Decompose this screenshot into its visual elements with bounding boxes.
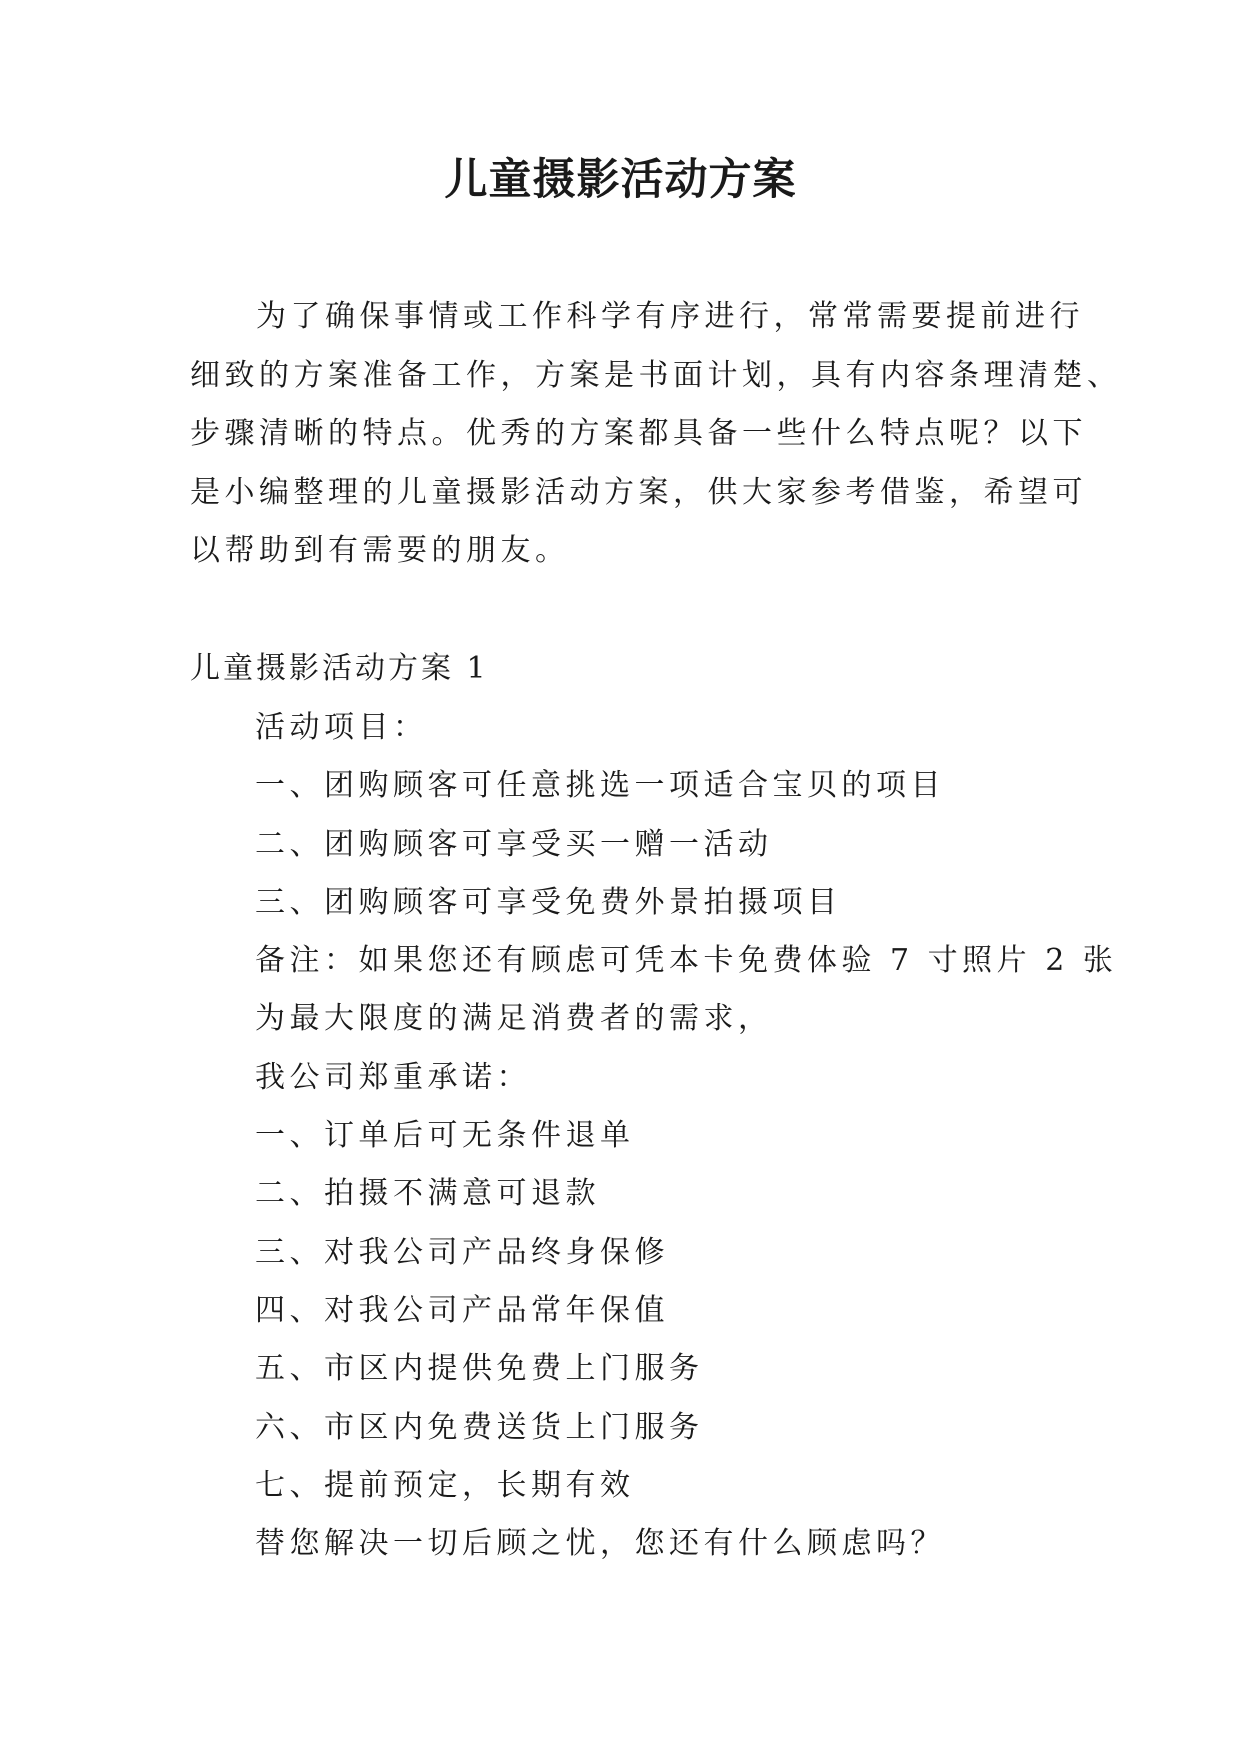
body-line: 我公司郑重承诺： <box>255 1059 531 1095</box>
body-line: 二、拍摄不满意可退款 <box>255 1176 600 1212</box>
body-line: 六、市区内免费送货上门服务 <box>255 1409 704 1445</box>
body-line: 一、订单后可无条件退单 <box>255 1118 635 1154</box>
page-title: 儿童摄影活动方案 <box>444 155 797 205</box>
intro-line: 以帮助到有需要的朋友。 <box>190 533 570 568</box>
body-content <box>255 699 1118 1573</box>
body-line: 七、提前预定，长期有效 <box>255 1467 635 1503</box>
body-line: 备注：如果您还有顾虑可凭本卡免费体验 7 寸照片 2 张 <box>255 943 1118 979</box>
intro-line: 细致的方案准备工作，方案是书面计划，具有内容条理清楚、 <box>190 357 1122 393</box>
intro-line: 是小编整理的儿童摄影活动方案，供大家参考借鉴，希望可 <box>190 474 1087 510</box>
body-line: 四、对我公司产品常年保值 <box>255 1292 669 1328</box>
body-line: 活动项目： <box>255 710 428 745</box>
body-line: 替您解决一切后顾之忧，您还有什么顾虑吗？ <box>255 1526 945 1562</box>
body-line: 五、市区内提供免费上门服务 <box>255 1351 704 1387</box>
body-line: 三、团购顾客可享受免费外景拍摄项目 <box>255 884 842 920</box>
body-line: 二、团购顾客可享受买一赠一活动 <box>255 826 773 862</box>
body-line: 一、团购顾客可任意挑选一项适合宝贝的项目 <box>255 768 945 804</box>
body-line: 为最大限度的满足消费者的需求， <box>255 1001 773 1037</box>
intro-line: 步骤清晰的特点。优秀的方案都具备一些什么特点呢？以下 <box>190 416 1087 451</box>
intro-paragraph <box>190 288 1122 581</box>
body-line: 三、对我公司产品终身保修 <box>255 1234 669 1270</box>
intro-line: 为了确保事情或工作科学有序进行，常常需要提前进行 <box>256 299 1084 334</box>
section-heading: 儿童摄影活动方案 1 <box>190 651 489 686</box>
